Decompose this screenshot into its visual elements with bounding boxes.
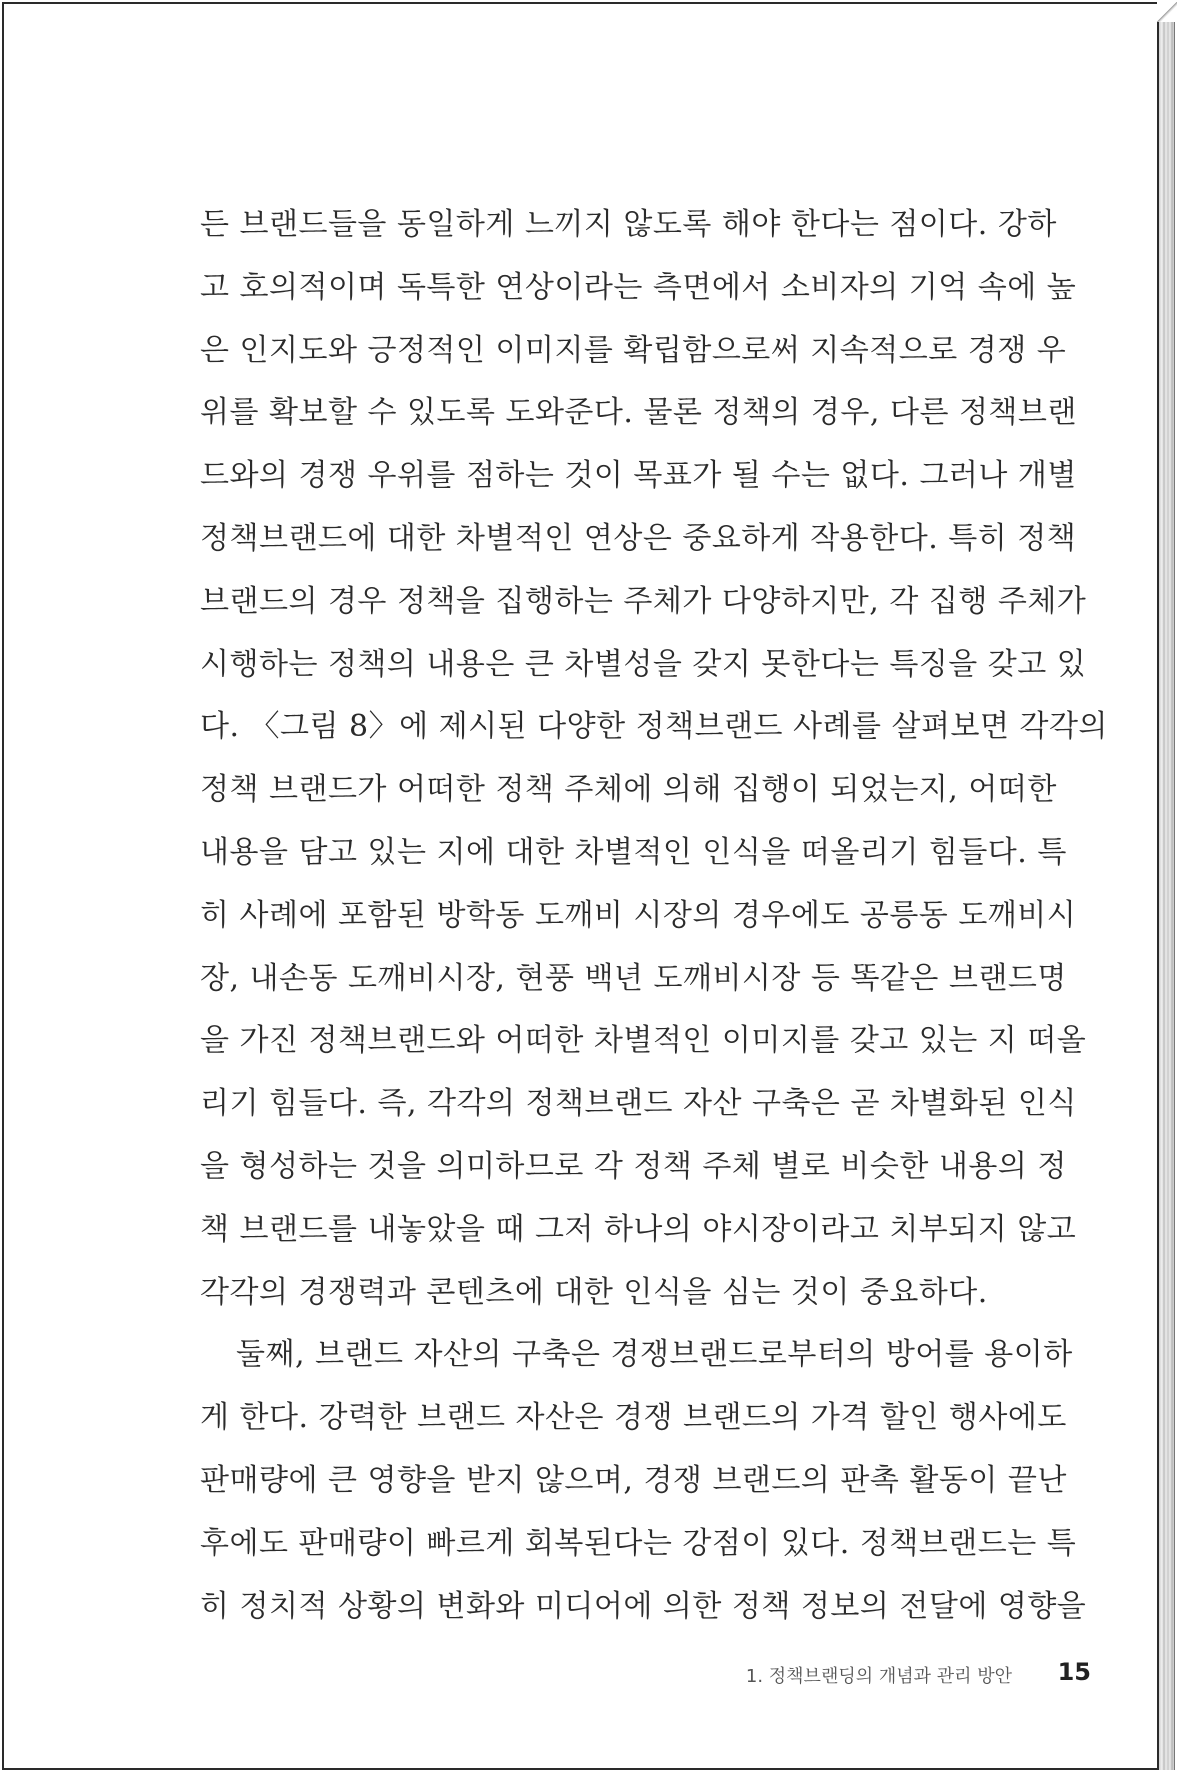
- page: [2, 2, 1159, 1770]
- page-number: 15: [1057, 1658, 1091, 1686]
- text-line: 책 브랜드를 내놓았을 때 그저 하나의 야시장이라고 치부되지 않고: [200, 1211, 1077, 1247]
- text-line-paragraph-start: 둘째, 브랜드 자산의 구축은 경쟁브랜드로부터의 방어를 용이하: [236, 1337, 1073, 1373]
- text-line: 내용을 담고 있는 지에 대한 차별적인 인식을 떠올리기 힘들다. 특: [200, 834, 1067, 870]
- text-line: 히 정치적 상황의 변화와 미디어에 의한 정책 정보의 전달에 영향을: [200, 1588, 1087, 1624]
- text-line: 을 형성하는 것을 의미하므로 각 정책 주체 별로 비슷한 내용의 정: [200, 1148, 1067, 1184]
- text-line: 다. 〈그림 8〉에 제시된 다양한 정책브랜드 사례를 살펴보면 각각의: [200, 709, 1108, 745]
- page-footer: [4, 1656, 1094, 1692]
- text-line: 리기 힘들다. 즉, 각각의 정책브랜드 자산 구축은 곧 차별화된 인식: [200, 1086, 1077, 1122]
- page-corner-fold: [1157, 2, 1177, 22]
- text-line: 정책 브랜드가 어떠한 정책 주체에 의해 집행이 되었는지, 어떠한: [200, 772, 1057, 808]
- text-line: 장, 내손동 도깨비시장, 현풍 백년 도깨비시장 등 똑같은 브랜드명: [200, 960, 1067, 996]
- body-text: [200, 194, 1108, 1638]
- text-line: 히 사례에 포함된 방학동 도깨비 시장의 경우에도 공릉동 도깨비시: [200, 897, 1077, 933]
- text-line: 든 브랜드들을 동일하게 느끼지 않도록 해야 한다는 점이다. 강하: [200, 207, 1057, 242]
- text-line: 드와의 경쟁 우위를 점하는 것이 목표가 될 수는 없다. 그러나 개별: [200, 458, 1077, 494]
- page-stack-edge: [1159, 4, 1175, 1770]
- text-line: 판매량에 큰 영향을 받지 않으며, 경쟁 브랜드의 판촉 활동이 끝난: [200, 1462, 1067, 1498]
- text-line: 정책브랜드에 대한 차별적인 연상은 중요하게 작용한다. 특히 정책: [200, 520, 1077, 556]
- text-line-paragraph-end: 각각의 경쟁력과 콘텐츠에 대한 인식을 심는 것이 중요하다.: [200, 1274, 988, 1310]
- text-line: 게 한다. 강력한 브랜드 자산은 경쟁 브랜드의 가격 할인 행사에도: [200, 1400, 1067, 1436]
- text-line: 고 호의적이며 독특한 연상이라는 측면에서 소비자의 기억 속에 높: [200, 269, 1077, 305]
- text-line: 은 인지도와 긍정적인 이미지를 확립함으로써 지속적으로 경쟁 우: [200, 332, 1067, 368]
- running-title: 1. 정책브랜딩의 개념과 관리 방안: [745, 1666, 1012, 1687]
- text-line: 을 가진 정책브랜드와 어떠한 차별적인 이미지를 갖고 있는 지 떠올: [200, 1023, 1087, 1059]
- text-line: 브랜드의 경우 정책을 집행하는 주체가 다양하지만, 각 집행 주체가: [200, 583, 1087, 619]
- text-line: 위를 확보할 수 있도록 도와준다. 물론 정책의 경우, 다른 정책브랜: [200, 395, 1077, 431]
- text-line: 후에도 판매량이 빠르게 회복된다는 강점이 있다. 정책브랜드는 특: [200, 1525, 1077, 1561]
- text-line: 시행하는 정책의 내용은 큰 차별성을 갖지 못한다는 특징을 갖고 있: [200, 646, 1087, 682]
